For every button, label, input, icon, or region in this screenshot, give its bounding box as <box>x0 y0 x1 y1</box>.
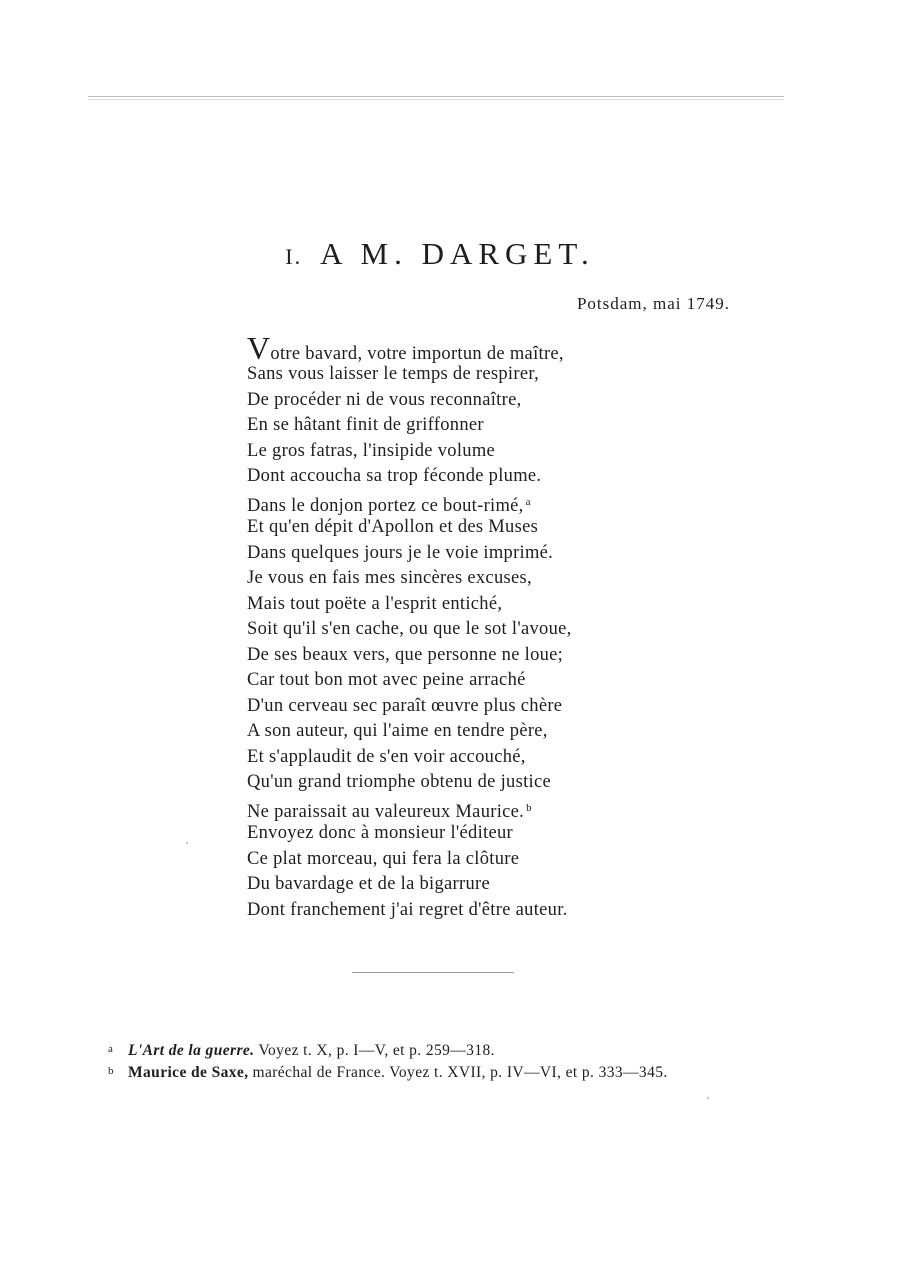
footnote-text: Voyez t. X, p. I—V, et p. 259—318. <box>258 1042 495 1059</box>
drop-cap: V <box>247 330 271 366</box>
poem-line: A son auteur, qui l'aime en tendre père, <box>247 721 548 741</box>
poem-line: De procéder ni de vous reconnaître, <box>247 389 522 410</box>
poem-line: Dont franchement j'ai regret d'être auteur. <box>247 899 568 920</box>
poem-line-text: Ne paraissait au valeureux Maurice. <box>247 801 525 822</box>
footnote-lead: L'Art de la guerre. <box>128 1042 255 1059</box>
section-divider <box>352 972 514 973</box>
poem-line: Dans quelques jours je le voie imprimé. <box>247 542 554 563</box>
poem-line: Du bavardage et de la bigarrure <box>247 874 490 894</box>
poem-line: Envoyez donc à monsieur l'éditeur <box>247 823 513 843</box>
footnotes <box>108 1038 668 1082</box>
poem-line: Et qu'en dépit d'Apollon et des Muses <box>247 517 539 537</box>
poem-line: Qu'un grand triomphe obtenu de justice <box>247 772 551 792</box>
poem-line: Mais tout poëte a l'esprit entiché, <box>247 593 503 614</box>
footnote-ref-b[interactable]: b <box>526 801 532 814</box>
poem-line <box>247 490 572 516</box>
footnote-letter: b <box>108 1065 114 1077</box>
poem-line: Soit qu'il s'en cache, ou que le sot l'avoue, <box>247 619 572 639</box>
poem-body <box>247 332 572 923</box>
dateline: Potsdam, mai 1749. <box>576 294 730 313</box>
footnote-ref-a[interactable]: a <box>525 495 531 508</box>
poem-line-text: otre bavard, votre importun de maître, <box>270 344 564 364</box>
poem-line: Sans vous laisser le temps de respirer, <box>247 364 539 384</box>
scan-speck <box>186 842 188 844</box>
poem-line-text: Dans le donjon portez ce bout-rimé, <box>247 495 524 516</box>
poem-line: Et s'applaudit de s'en voir accouché, <box>247 746 526 767</box>
poem-title <box>0 236 880 272</box>
footnote-text: maréchal de France. Voyez t. XVII, p. IV—VI, et p. 333—345. <box>252 1064 668 1081</box>
poem-line: Car tout bon mot avec peine arraché <box>247 670 526 690</box>
poem-line: En se hâtant finit de griffonner <box>247 415 484 435</box>
footnote-lead: Maurice de Saxe, <box>128 1064 249 1081</box>
header-rule <box>88 96 784 97</box>
footnote-b <box>108 1060 668 1082</box>
poem-title-text: A M. DARGET. <box>320 236 595 271</box>
poem-line: De ses beaux vers, que personne ne loue; <box>247 644 564 665</box>
poem-line <box>247 796 572 822</box>
poem-line: Je vous en fais mes sincères excuses, <box>247 568 532 588</box>
scan-speck <box>707 1097 709 1099</box>
poem-line: D'un cerveau sec paraît œuvre plus chère <box>247 695 563 716</box>
poem-number: I. <box>285 244 303 269</box>
footnote-a <box>108 1038 668 1060</box>
poem-line: Dont accoucha sa trop féconde plume. <box>247 466 542 486</box>
footnote-letter: a <box>108 1043 114 1055</box>
poem-line: Le gros fatras, l'insipide volume <box>247 440 496 461</box>
poem-line: Ce plat morceau, qui fera la clôture <box>247 848 520 869</box>
poem-line <box>247 330 572 366</box>
